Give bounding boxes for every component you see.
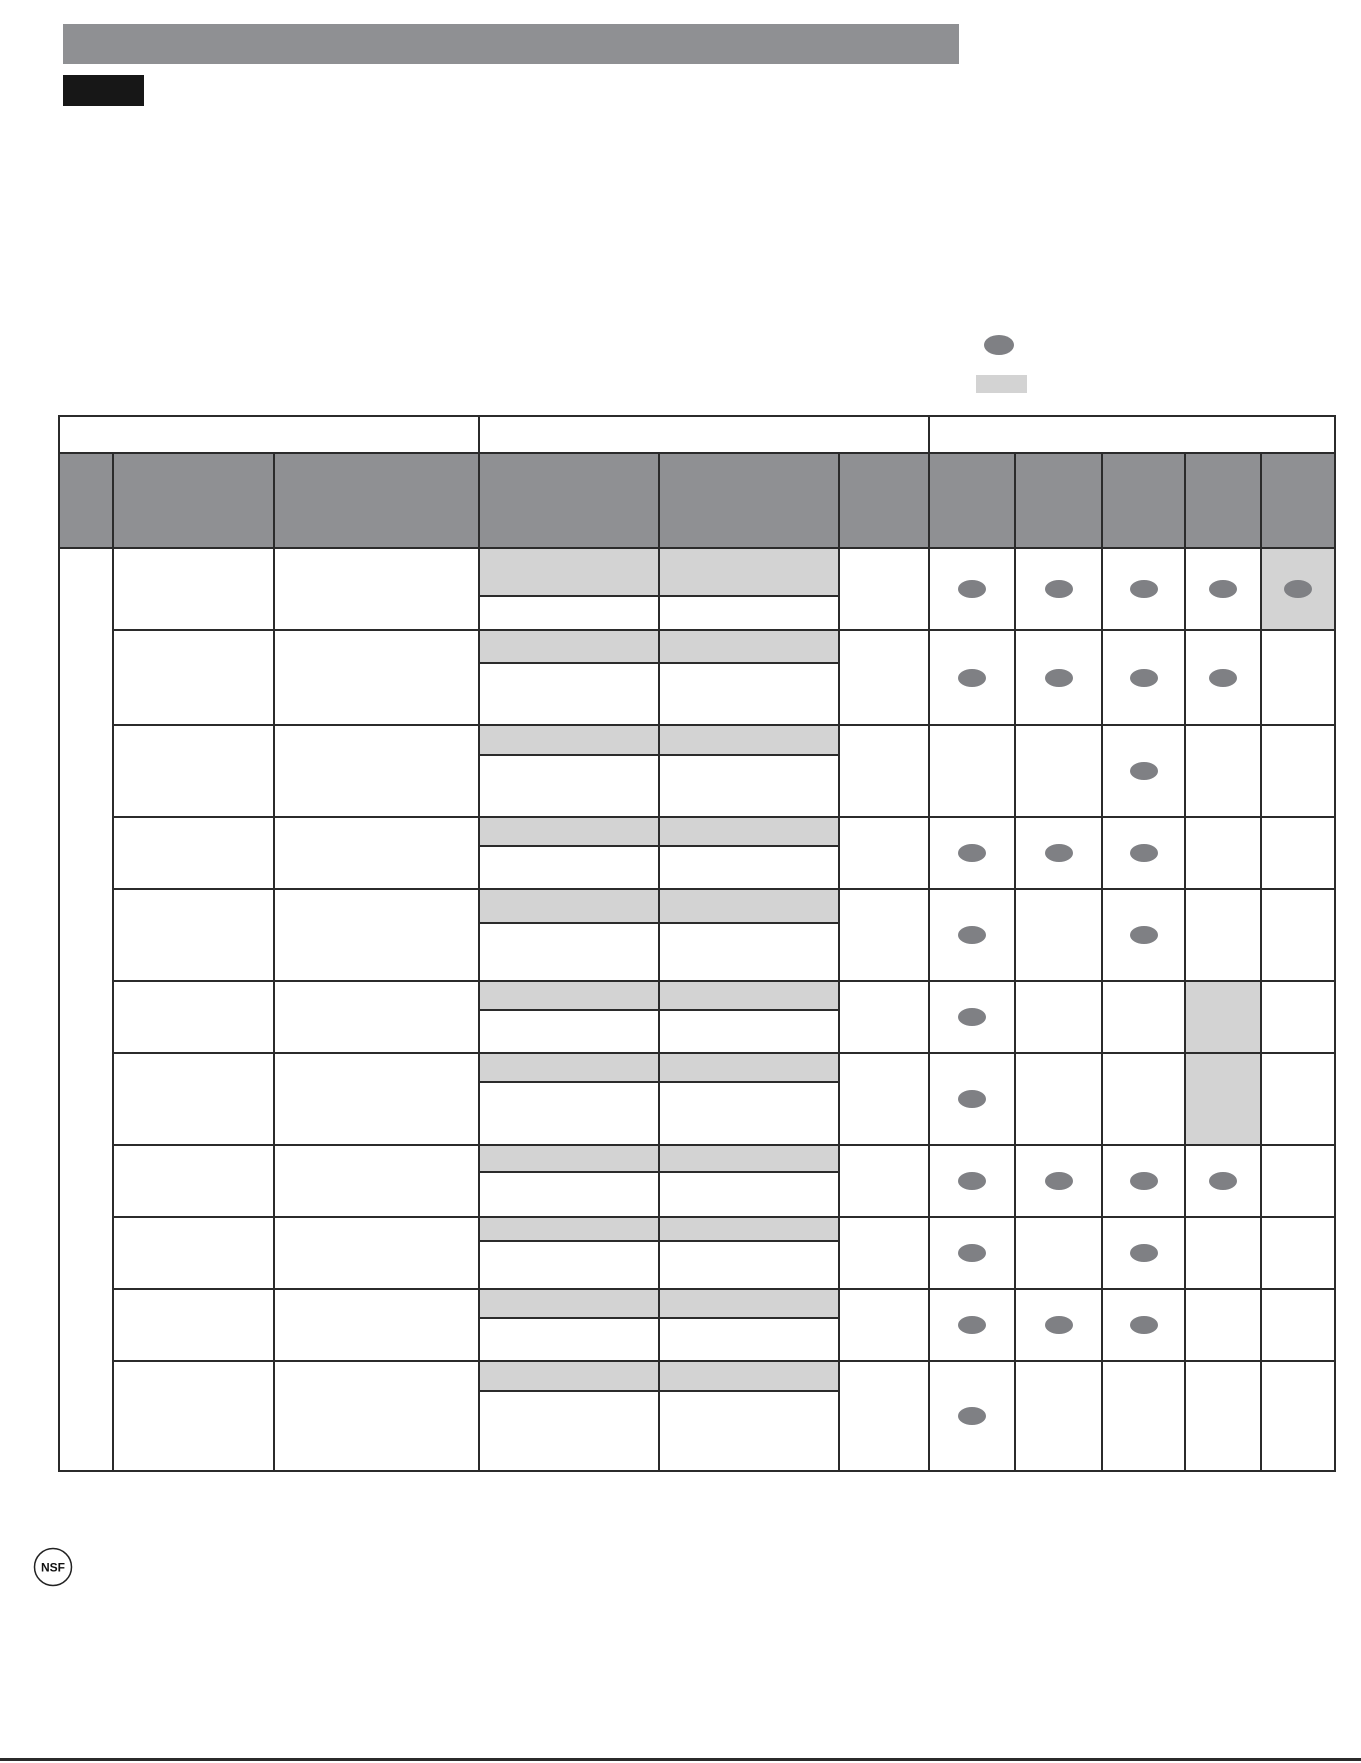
spec-cell-a	[479, 1145, 659, 1172]
performance-cell	[1261, 1053, 1335, 1145]
spec-cell-b	[659, 981, 839, 1010]
model-cell	[113, 630, 274, 725]
performance-cell	[1185, 1145, 1261, 1217]
spec-cell-b	[659, 630, 839, 663]
performance-dot-icon	[1130, 1172, 1158, 1190]
spec-cell-c	[839, 981, 929, 1053]
performance-cell	[1261, 630, 1335, 725]
table-row	[59, 1289, 1335, 1318]
performance-cell	[1185, 548, 1261, 630]
performance-dot-icon	[1284, 580, 1312, 598]
group-header-specs	[479, 416, 929, 453]
description-cell	[274, 548, 479, 630]
model-cell	[113, 1145, 274, 1217]
performance-dot-icon	[1209, 580, 1237, 598]
row-group-cell	[59, 548, 113, 1471]
group-header-model	[59, 416, 479, 453]
performance-cell	[1261, 548, 1335, 630]
performance-dot-icon	[958, 1172, 986, 1190]
description-cell	[274, 1053, 479, 1145]
description-cell	[274, 817, 479, 889]
model-cell	[113, 817, 274, 889]
spec-cell-b	[659, 663, 839, 725]
table-row	[59, 817, 1335, 846]
performance-dot-icon	[958, 844, 986, 862]
performance-cell	[1015, 1145, 1102, 1217]
performance-cell	[1102, 1361, 1185, 1471]
spec-cell-a	[479, 1318, 659, 1361]
spec-cell-c	[839, 1361, 929, 1471]
spec-cell-b	[659, 846, 839, 889]
spec-cell-c	[839, 548, 929, 630]
spec-cell-b	[659, 596, 839, 630]
column-header	[1102, 453, 1185, 548]
performance-cell	[1261, 1361, 1335, 1471]
performance-cell	[1102, 548, 1185, 630]
table-body	[59, 548, 1335, 1471]
table-row	[59, 725, 1335, 755]
performance-dot-icon	[958, 1008, 986, 1026]
spec-cell-a	[479, 596, 659, 630]
performance-cell	[1261, 889, 1335, 981]
performance-dot-icon	[1130, 926, 1158, 944]
spec-cell-c	[839, 1289, 929, 1361]
column-header	[479, 453, 659, 548]
performance-cell	[1102, 1145, 1185, 1217]
spec-cell-a	[479, 1010, 659, 1053]
performance-cell	[1261, 725, 1335, 817]
performance-cell	[1102, 1053, 1185, 1145]
performance-cell	[1015, 1289, 1102, 1361]
table-row	[59, 981, 1335, 1010]
spec-cell-b	[659, 755, 839, 817]
description-cell	[274, 1145, 479, 1217]
spec-cell-c	[839, 1145, 929, 1217]
spec-cell-a	[479, 548, 659, 596]
table-row	[59, 548, 1335, 596]
performance-cell	[1185, 725, 1261, 817]
description-cell	[274, 889, 479, 981]
performance-dot-icon	[958, 1316, 986, 1334]
group-header-performance	[929, 416, 1335, 453]
model-cell	[113, 1289, 274, 1361]
performance-cell	[1261, 1217, 1335, 1289]
performance-dot-icon	[958, 669, 986, 687]
specification-table	[58, 415, 1336, 1472]
spec-cell-b	[659, 1241, 839, 1289]
spec-cell-b	[659, 548, 839, 596]
performance-cell	[929, 889, 1015, 981]
performance-cell	[1015, 1361, 1102, 1471]
spec-cell-a	[479, 1391, 659, 1471]
performance-cell	[1185, 1053, 1261, 1145]
performance-cell	[1015, 981, 1102, 1053]
spec-cell-b	[659, 1217, 839, 1241]
model-cell	[113, 981, 274, 1053]
spec-cell-a	[479, 1361, 659, 1391]
spec-cell-c	[839, 817, 929, 889]
performance-cell	[1261, 1289, 1335, 1361]
performance-cell	[1102, 1289, 1185, 1361]
section-tag	[63, 75, 144, 106]
table-row	[59, 1361, 1335, 1391]
nsf-logo-text: NSF	[41, 1560, 65, 1575]
column-header	[1261, 453, 1335, 548]
description-cell	[274, 1217, 479, 1289]
spec-cell-c	[839, 1217, 929, 1289]
performance-cell	[1185, 630, 1261, 725]
performance-cell	[1015, 630, 1102, 725]
performance-dot-icon	[958, 926, 986, 944]
model-cell	[113, 1053, 274, 1145]
performance-cell	[1015, 817, 1102, 889]
nsf-logo-icon	[33, 1547, 73, 1587]
spec-cell-c	[839, 630, 929, 725]
spec-cell-b	[659, 923, 839, 981]
spec-cell-a	[479, 1289, 659, 1318]
description-cell	[274, 1289, 479, 1361]
spec-cell-b	[659, 1082, 839, 1145]
table-row	[59, 1053, 1335, 1082]
performance-dot-icon	[1130, 1244, 1158, 1262]
performance-dot-icon	[1130, 580, 1158, 598]
performance-cell	[1015, 548, 1102, 630]
section-title-bar	[63, 24, 959, 64]
spec-cell-a	[479, 1241, 659, 1289]
performance-cell	[929, 1361, 1015, 1471]
spec-cell-a	[479, 889, 659, 923]
spec-cell-c	[839, 889, 929, 981]
performance-dot-icon	[1209, 1172, 1237, 1190]
performance-cell	[929, 1289, 1015, 1361]
spec-cell-c	[839, 725, 929, 817]
spec-cell-b	[659, 817, 839, 846]
model-cell	[113, 548, 274, 630]
spec-cell-b	[659, 1391, 839, 1471]
spec-cell-b	[659, 1318, 839, 1361]
performance-dot-icon	[958, 1244, 986, 1262]
description-cell	[274, 725, 479, 817]
column-header	[1015, 453, 1102, 548]
spec-cell-a	[479, 981, 659, 1010]
table-row	[59, 1217, 1335, 1241]
performance-cell	[929, 1145, 1015, 1217]
performance-dot-icon	[1045, 580, 1073, 598]
spec-cell-a	[479, 725, 659, 755]
model-cell	[113, 1361, 274, 1471]
performance-dot-icon	[1045, 1172, 1073, 1190]
performance-cell	[929, 981, 1015, 1053]
description-cell	[274, 630, 479, 725]
performance-dot-icon	[1130, 669, 1158, 687]
performance-dot-icon	[1045, 1316, 1073, 1334]
spec-cell-a	[479, 846, 659, 889]
performance-cell	[1102, 1217, 1185, 1289]
spec-cell-b	[659, 889, 839, 923]
performance-cell	[1185, 981, 1261, 1053]
performance-dot-icon	[958, 1407, 986, 1425]
model-cell	[113, 1217, 274, 1289]
performance-cell	[1102, 725, 1185, 817]
performance-cell	[929, 817, 1015, 889]
performance-dot-icon	[1130, 762, 1158, 780]
performance-cell	[929, 1053, 1015, 1145]
performance-cell	[1261, 817, 1335, 889]
performance-cell	[1102, 630, 1185, 725]
performance-cell	[1015, 1217, 1102, 1289]
column-header	[274, 453, 479, 548]
performance-cell	[1261, 1145, 1335, 1217]
performance-cell	[929, 725, 1015, 817]
performance-cell	[1261, 981, 1335, 1053]
table-row	[59, 630, 1335, 663]
spec-cell-a	[479, 1082, 659, 1145]
spec-cell-a	[479, 663, 659, 725]
spec-cell-b	[659, 1172, 839, 1217]
performance-dot-icon	[1045, 844, 1073, 862]
performance-cell	[929, 548, 1015, 630]
spec-cell-b	[659, 1010, 839, 1053]
performance-dot-icon	[958, 1090, 986, 1108]
model-cell	[113, 725, 274, 817]
performance-cell	[1185, 1289, 1261, 1361]
legend-dot-icon	[984, 335, 1014, 355]
spec-cell-a	[479, 630, 659, 663]
spec-cell-b	[659, 1145, 839, 1172]
performance-cell	[1015, 1053, 1102, 1145]
spec-cell-a	[479, 817, 659, 846]
spec-cell-a	[479, 1217, 659, 1241]
performance-dot-icon	[1045, 669, 1073, 687]
performance-cell	[1102, 817, 1185, 889]
performance-dot-icon	[1209, 669, 1237, 687]
performance-dot-icon	[958, 580, 986, 598]
spec-cell-a	[479, 755, 659, 817]
performance-cell	[1102, 981, 1185, 1053]
column-header	[659, 453, 839, 548]
spec-cell-a	[479, 1172, 659, 1217]
performance-cell	[1015, 725, 1102, 817]
performance-cell	[1185, 1361, 1261, 1471]
column-header	[1185, 453, 1261, 548]
table-row	[59, 1145, 1335, 1172]
spec-cell-b	[659, 1361, 839, 1391]
legend-shaded-swatch	[976, 375, 1027, 393]
spec-cell-a	[479, 923, 659, 981]
spec-cell-c	[839, 1053, 929, 1145]
column-header	[113, 453, 274, 548]
model-cell	[113, 889, 274, 981]
column-header	[59, 453, 113, 548]
description-cell	[274, 981, 479, 1053]
spec-cell-b	[659, 1053, 839, 1082]
spec-cell-b	[659, 1289, 839, 1318]
performance-cell	[1185, 1217, 1261, 1289]
performance-cell	[1185, 817, 1261, 889]
spec-cell-a	[479, 1053, 659, 1082]
performance-cell	[929, 630, 1015, 725]
description-cell	[274, 1361, 479, 1471]
performance-cell	[929, 1217, 1015, 1289]
performance-dot-icon	[1130, 844, 1158, 862]
performance-cell	[1102, 889, 1185, 981]
spec-cell-b	[659, 725, 839, 755]
performance-cell	[1015, 889, 1102, 981]
column-header	[929, 453, 1015, 548]
column-header	[839, 453, 929, 548]
footer-rule	[0, 1758, 1361, 1761]
performance-dot-icon	[1130, 1316, 1158, 1334]
performance-cell	[1185, 889, 1261, 981]
table-row	[59, 889, 1335, 923]
